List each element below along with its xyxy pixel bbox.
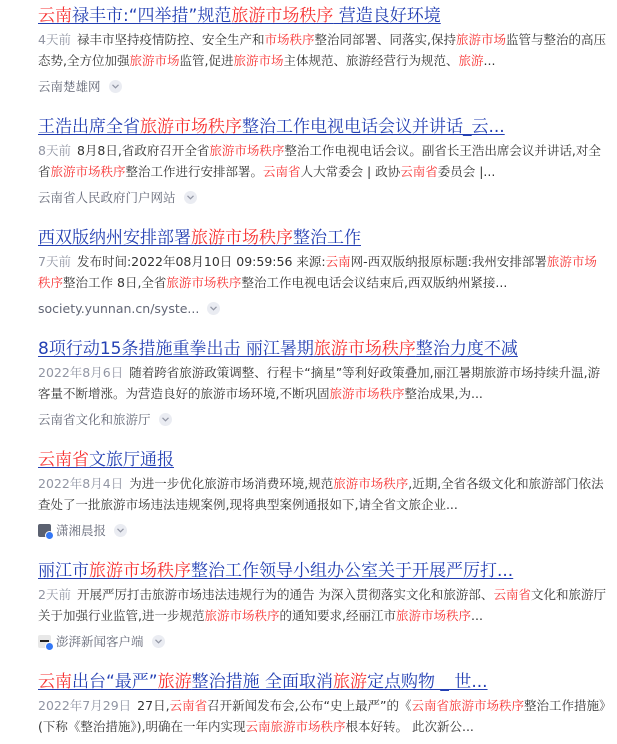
snippet-text: 的通知要求,经丽江市 [279, 607, 396, 623]
more-options-chevron-icon[interactable] [114, 524, 127, 537]
snippet-text: 主体规范、旅游经营行为规范、 [283, 52, 459, 68]
snippet-highlight: 旅游市场秩序 [204, 607, 280, 623]
title-text[interactable]: 出台“最严” [72, 672, 158, 692]
result-source [38, 77, 609, 95]
result-title-link[interactable] [38, 226, 609, 250]
title-highlight[interactable]: 旅游市场秩序 [140, 117, 242, 137]
snippet-highlight: 云南省 [400, 163, 438, 179]
title-text[interactable]: 整治工作电视电话会议并讲话_云... [242, 117, 505, 137]
result-snippet [38, 30, 609, 71]
title-highlight[interactable]: 旅游市场秩序 [313, 339, 416, 359]
title-text[interactable]: 丽江市 [38, 561, 89, 581]
result-snippet [38, 141, 609, 182]
result-snippet [38, 363, 609, 404]
source-name[interactable]: 云南省人民政府门户网站 [38, 190, 176, 205]
snippet-text: 网-西双版纳报原标题:我州安排部署 [350, 254, 547, 269]
verified-badge-icon [45, 642, 54, 651]
snippet-highlight: 旅游市场秩序 [329, 385, 405, 401]
result-date: 2022年8月4日 [38, 476, 124, 491]
snippet-highlight: 云南省 [169, 698, 208, 713]
result-title-link[interactable] [38, 115, 609, 139]
title-text[interactable]: 文旅厅通报 [89, 450, 174, 470]
result-date: 4天前 [38, 32, 71, 47]
snippet-highlight: 云南省 [493, 587, 531, 602]
source-name[interactable]: 云南楚雄网 [38, 79, 101, 94]
snippet-highlight: 市场秩序 [264, 32, 315, 47]
result-snippet [38, 585, 609, 626]
result-source [38, 410, 609, 428]
snippet-text: 随着跨省旅游政策调整、行程卡“摘星”等利好政策叠加,丽江暑期旅游市场持续升温,游客量不断增涨。为营造良好的旅游市场环境,不断巩固 [38, 365, 601, 401]
snippet-text: ... [483, 52, 496, 68]
snippet-highlight: 云南省旅游市场秩序 [411, 698, 525, 713]
result-title-link[interactable] [38, 4, 609, 28]
snippet-text: 整治工作电视电话会议结束后,西双版纳州紧接... [241, 274, 508, 290]
snippet-text: 人大常委会 | 政协 [300, 163, 401, 179]
snippet-text: 开展严厉打击旅游市场违法违规行为的通告 为深入贯彻落实文化和旅游部、 [76, 587, 494, 602]
snippet-text: 整治工作电视电话会议。副省长王浩出席会议并讲话,对全省 [38, 143, 601, 179]
snippet-text: 监管与整治的高压态势,全方位加强 [38, 32, 606, 68]
snippet-highlight: 云南省 [263, 163, 301, 179]
result-date: 7天前 [38, 254, 71, 269]
result-title-link[interactable] [38, 670, 609, 694]
title-text[interactable]: 禄丰市:“四举措”规范 [72, 6, 232, 26]
title-text[interactable]: 8项行动15条措施重拳出击 丽江暑期 [38, 339, 314, 359]
title-highlight[interactable]: 旅游市场秩序 [231, 6, 334, 26]
title-text[interactable]: 整治工作领导小组办公室关于开展严厉打... [191, 561, 514, 581]
title-text[interactable]: 整治措施 全面取消 [191, 672, 334, 692]
more-options-chevron-icon[interactable] [159, 413, 172, 426]
snippet-highlight: 旅游市场 [455, 32, 506, 47]
snippet-text: ... [471, 607, 483, 623]
result-date: 2天前 [38, 587, 71, 602]
snippet-highlight: 旅游市场 [129, 52, 180, 68]
title-highlight[interactable]: 旅游市场秩序 [89, 561, 191, 581]
snippet-highlight: 旅游市场秩序 [50, 163, 126, 179]
snippet-text: 召开新闻发布会,公布“史上最严”的《 [207, 698, 412, 713]
result-date: 8天前 [38, 143, 71, 158]
title-text[interactable]: 定点购物 _ 世... [367, 672, 488, 692]
snippet-text: 监管,促进 [179, 52, 234, 68]
snippet-text: 整治工作进行安排部署。 [125, 163, 264, 179]
snippet-text: 委员会 |... [437, 163, 496, 179]
title-highlight[interactable]: 旅游 [333, 672, 368, 692]
more-options-chevron-icon[interactable] [152, 635, 165, 648]
title-text[interactable]: 王浩出席全省 [38, 117, 140, 137]
more-options-chevron-icon[interactable] [184, 191, 197, 204]
search-result [38, 115, 609, 206]
snippet-text: 整治工作措施》(下称《整治措施》),明确在一年内实现 [38, 698, 606, 734]
result-snippet [38, 252, 609, 293]
snippet-text: 根本好转。 此次新公... [345, 718, 474, 734]
snippet-text: ,近期,全省各级文化和旅游部门依法查处了一批旅游市场违法违规案例,现将典型案例通报如下,请全省文旅企业... [38, 476, 604, 512]
source-name[interactable]: 云南省文化和旅游厅 [38, 412, 151, 427]
result-source [38, 521, 609, 539]
title-highlight[interactable]: 旅游 [157, 672, 192, 692]
result-title-link[interactable] [38, 448, 609, 472]
title-text[interactable]: 西双版纳州安排部署 [38, 228, 191, 248]
result-source [38, 299, 609, 317]
title-highlight[interactable]: 旅游市场秩序 [191, 228, 293, 248]
snippet-highlight: 旅游 [458, 52, 484, 68]
result-date: 2022年7月29日 [38, 698, 132, 713]
search-result [38, 559, 609, 650]
snippet-highlight: 旅游市场 [233, 52, 284, 68]
result-title-link[interactable] [38, 337, 609, 361]
source-name[interactable]: society.yunnan.cn/syste... [38, 300, 200, 316]
snippet-highlight: 旅游市场秩序 [395, 607, 471, 623]
snippet-text: 发布时间:2022年08月10日 09:59:56 来源: [76, 254, 326, 269]
source-name[interactable]: 潇湘晨报 [56, 523, 107, 538]
source-name[interactable]: 澎湃新闻客户端 [56, 634, 144, 649]
search-result [38, 4, 609, 95]
result-source [38, 188, 609, 206]
snippet-text: 整治工作 8日,全省 [63, 274, 167, 290]
snippet-highlight: 云南旅游市场秩序 [245, 718, 346, 734]
snippet-text: 为进一步优化旅游市场消费环境,规范 [129, 476, 334, 491]
snippet-highlight: 旅游市场秩序 [166, 274, 242, 290]
search-result [38, 226, 609, 317]
search-result [38, 448, 609, 539]
title-highlight[interactable]: 云南 [38, 672, 72, 692]
result-snippet [38, 696, 609, 737]
source-logo-icon [38, 635, 51, 648]
snippet-highlight: 旅游市场秩序 [209, 143, 285, 158]
result-date: 2022年8月6日 [38, 365, 124, 380]
title-highlight[interactable]: 云南 [38, 6, 72, 26]
search-result [38, 337, 609, 428]
search-result [38, 670, 609, 737]
snippet-text: 禄丰市坚持疫情防控、安全生产和 [76, 32, 265, 47]
title-text[interactable]: 整治力度不减 [415, 339, 518, 359]
title-text[interactable]: 整治工作 [293, 228, 361, 248]
title-text[interactable]: 营造良好环境 [333, 6, 441, 26]
snippet-text: 27日, [137, 698, 170, 713]
result-source [38, 632, 609, 650]
result-snippet [38, 474, 609, 515]
snippet-text: 文化和旅游厅关于加强行业监管,进一步规范 [38, 587, 606, 623]
verified-badge-icon [45, 531, 54, 540]
title-highlight[interactable]: 云南省 [38, 450, 89, 470]
snippet-text: 整治成果,为... [404, 385, 483, 401]
result-title-link[interactable] [38, 559, 609, 583]
more-options-chevron-icon[interactable] [207, 302, 220, 315]
snippet-highlight: 旅游市场秩序 [333, 476, 409, 491]
snippet-highlight: 旅游市场秩序 [38, 254, 597, 290]
snippet-text: 整治同部署、同落实,保持 [314, 32, 456, 47]
source-avatar-icon [38, 524, 51, 537]
snippet-text: 8月8日,省政府召开全省 [76, 143, 210, 158]
snippet-highlight: 云南 [325, 254, 351, 269]
more-options-chevron-icon[interactable] [109, 80, 122, 93]
